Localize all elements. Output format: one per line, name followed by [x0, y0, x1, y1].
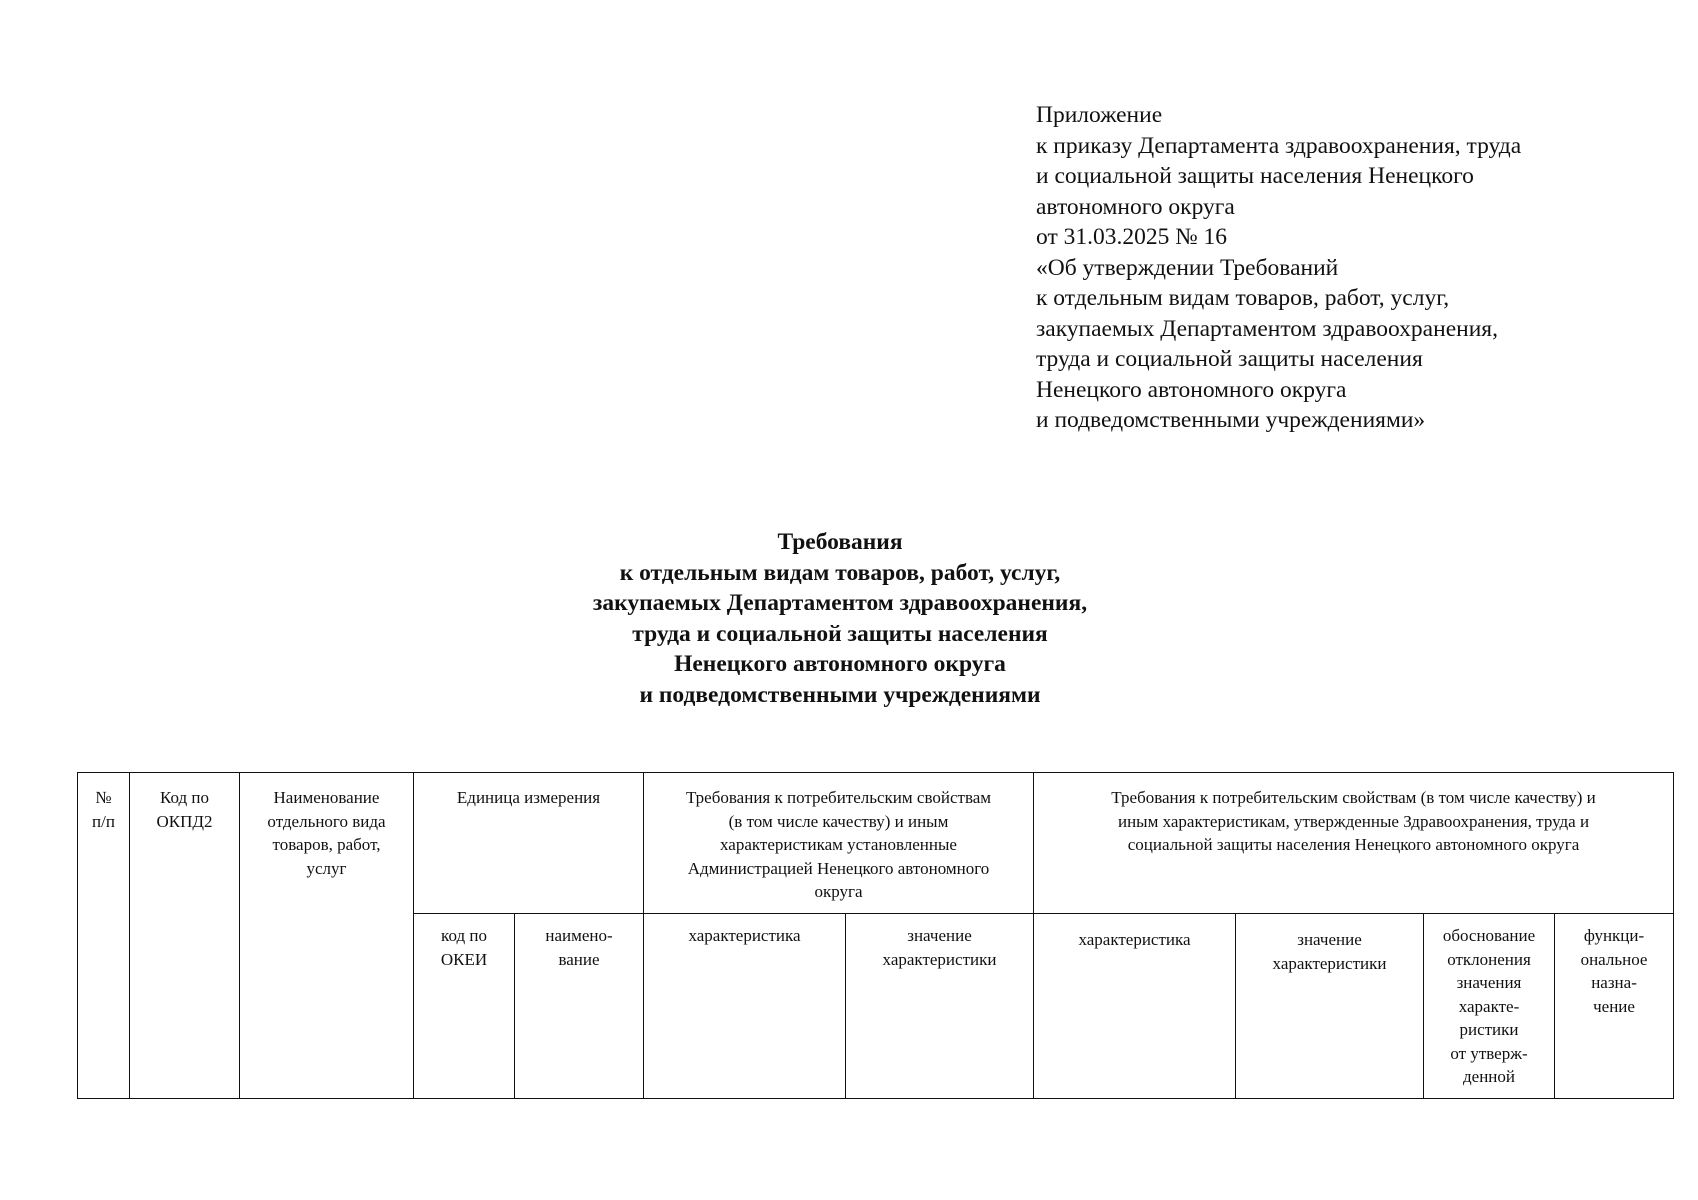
appendix-line: Приложение	[1036, 102, 1163, 128]
appendix-line: закупаемых Департаментом здравоохранения,	[1036, 315, 1498, 342]
appendix-line: и подведомственными учреждениями»	[1036, 407, 1426, 433]
header-dept-value: значение характеристики	[1236, 914, 1424, 1099]
appendix-line: труда и социальной защиты населения	[1036, 346, 1423, 372]
header-admin-value: значение характеристики	[846, 914, 1034, 1099]
header-unit-name: наимено- вание	[515, 914, 644, 1099]
header-okpd2-code: Код по ОКПД2	[130, 773, 240, 1099]
appendix-line: от 31.03.2025 № 16	[1036, 224, 1228, 250]
table-header-row	[78, 773, 1674, 914]
header-dept-requirements-group: Требования к потребительским свойствам (в том числе качеству) и иным характеристикам, утвержденные Здравоохранения, труда и социальной защиты населения Ненецкого автономного округа	[1034, 773, 1674, 914]
header-unit-group: Единица измерения	[414, 773, 644, 914]
header-dept-characteristic: характеристика	[1034, 914, 1236, 1099]
header-okei-code: код по ОКЕИ	[414, 914, 515, 1099]
title-line: и подведомственными учреждениями	[639, 681, 1041, 708]
appendix-line: к приказу Департамента здравоохранения, труда	[1036, 132, 1522, 159]
appendix-header	[1036, 100, 1656, 436]
header-item-name: Наименование отдельного вида товаров, работ, услуг	[240, 773, 414, 1099]
appendix-line: автономного округа	[1036, 193, 1235, 220]
title-line: закупаемых Департаментом здравоохранения,	[592, 590, 1088, 616]
header-functional-purpose: функци- ональное назна- чение	[1555, 914, 1674, 1099]
appendix-line: к отдельным видам товаров, работ, услуг,	[1036, 285, 1450, 311]
appendix-line: и социальной защиты населения Ненецкого	[1036, 163, 1474, 189]
title-line: Ненецкого автономного округа	[674, 651, 1006, 677]
title-line: к отдельным видам товаров, работ, услуг,	[619, 559, 1061, 586]
header-admin-requirements-group: Требования к потребительским свойствам (в том числе качеству) и иным характеристикам установленные Администрацией Ненецкого автономного округа	[644, 773, 1034, 914]
appendix-line: Ненецкого автономного округа	[1036, 376, 1347, 403]
header-number: № п/п	[78, 773, 130, 1099]
appendix-line: «Об утверждении Требований	[1036, 254, 1339, 281]
header-admin-characteristic: характеристика	[644, 914, 846, 1099]
requirements-table	[77, 772, 1674, 1099]
title-line: Требования	[777, 529, 903, 555]
document-title	[300, 527, 1380, 710]
title-line: труда и социальной защиты населения	[632, 620, 1048, 647]
header-deviation-justification: обоснование отклонения значения характе- ристики от утверж- денной	[1424, 914, 1555, 1099]
